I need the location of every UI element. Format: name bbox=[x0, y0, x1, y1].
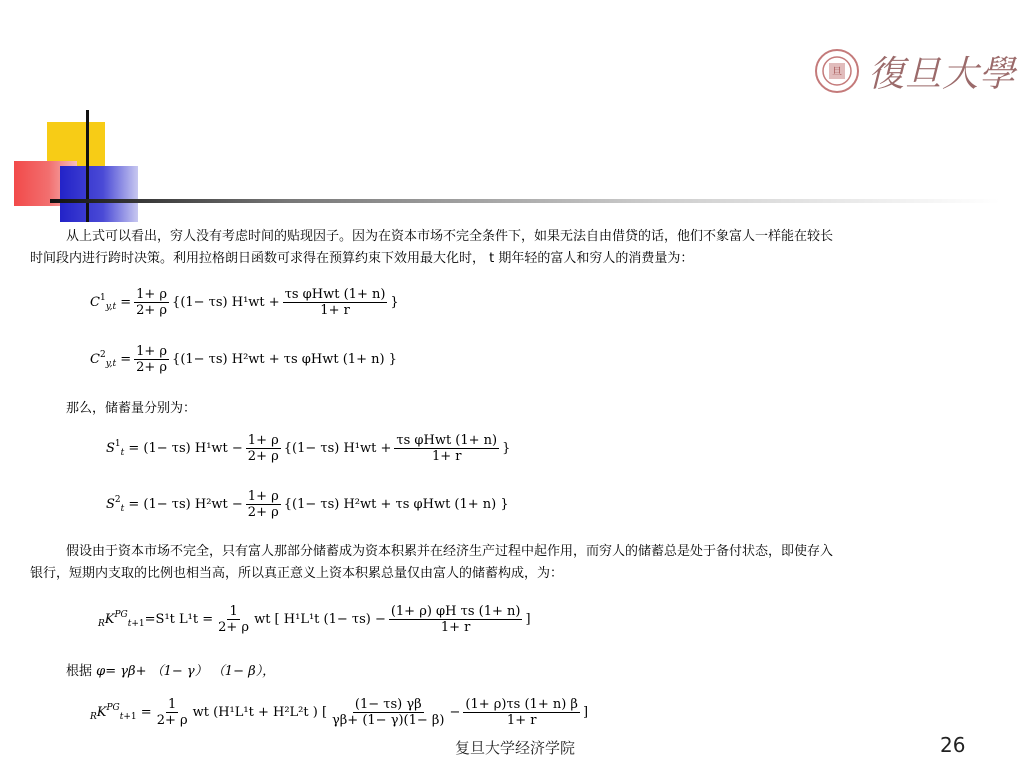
paragraph-assumption-line1: 假设由于资本市场不完全，只有富人那部分储蓄成为资本积累并在经济生产过程中起作用，而穷人的储蓄总是处于备付状态，即使存入 bbox=[66, 544, 834, 559]
paragraph-intro-line1: 从上式可以看出，穷人没有考虑时间的贴现因子。因为在资本市场不完全条件下，如果无法自由借贷的话，他们不象富人一样能在较长 bbox=[66, 229, 834, 244]
paragraph-intro-line2: 时间段内进行跨时决策。利用拉格朗日函数可求得在预算约束下效用最大化时， t 期年轻的富人和穷人的消费量为： bbox=[30, 251, 694, 266]
equation-k2: $_RK^{PG}_{t+1}$ = $\frac{1}{2+ \rho}$ wt (H¹L¹t + H²L²t ) [ $\frac{(1- \tau s) \gamma\beta}{\gamma\beta+ (1- \gamma)(1- \beta)}$ − $\frac{(1+ \rho)\tau s (1+ n) \beta}{1+ r}$ ] bbox=[90, 697, 589, 728]
university-logo bbox=[814, 44, 1017, 100]
paragraph-assumption bbox=[30, 541, 1000, 585]
label-according-text: 根据 bbox=[66, 664, 93, 679]
university-name: 復旦大學 bbox=[868, 54, 1017, 95]
decor-horizontal-rule bbox=[50, 199, 1000, 203]
equation-s1: $S^1_t$ = (1− τs) H¹wt − $\frac{1+ \rho}{2+ \rho}$ {(1− τs) H¹wt + $\frac{\text{τs φHwt (1+ n)}}{1+ r}$ } bbox=[106, 433, 511, 464]
equation-c1: $C^1_{y,t}$ = $\frac{1+ \rho}{2+ \rho}$ {(1− τs) H¹wt + $\frac{\text{τs φHwt (1+ n)}}{1+ r}$ } bbox=[90, 287, 399, 318]
footer-text: 复旦大学经济学院 bbox=[455, 739, 576, 757]
decor-vertical-line bbox=[86, 110, 89, 222]
equation-k1: $_RK^{PG}_{t+1}$ =S¹t L¹t = $\frac{1}{2+ \rho}$ wt [ H¹L¹t (1− τs) − $\frac{\text{(1+ ρ) φH τs (1+ n)}}{1+ r}$ ] bbox=[98, 604, 531, 635]
paragraph-intro bbox=[30, 226, 1000, 270]
decor-blue-square bbox=[60, 166, 138, 222]
label-savings: 那么，储蓄量分别为： bbox=[66, 401, 197, 416]
equation-c2: $C^2_{y,t}$ = $\frac{1+ \rho}{2+ \rho}$ {(1− τs) H²wt + τs φHwt (1+ n) } bbox=[90, 344, 397, 375]
university-seal-icon bbox=[814, 48, 860, 94]
page-number: 26 bbox=[940, 733, 966, 757]
equation-phi: φ= γβ+ （1− γ） （1− β）， bbox=[96, 664, 276, 679]
paragraph-assumption-line2: 银行，短期内支取的比例也相当高，所以真正意义上资本积累总量仅由富人的储蓄构成，为： bbox=[30, 566, 564, 581]
svg-text:旦: 旦 bbox=[832, 67, 842, 78]
equation-s2: $S^2_t$ = (1− τs) H²wt − $\frac{1+ \rho}{2+ \rho}$ {(1− τs) H²wt + τs φHwt (1+ n) } bbox=[106, 489, 509, 520]
label-according bbox=[66, 660, 275, 679]
